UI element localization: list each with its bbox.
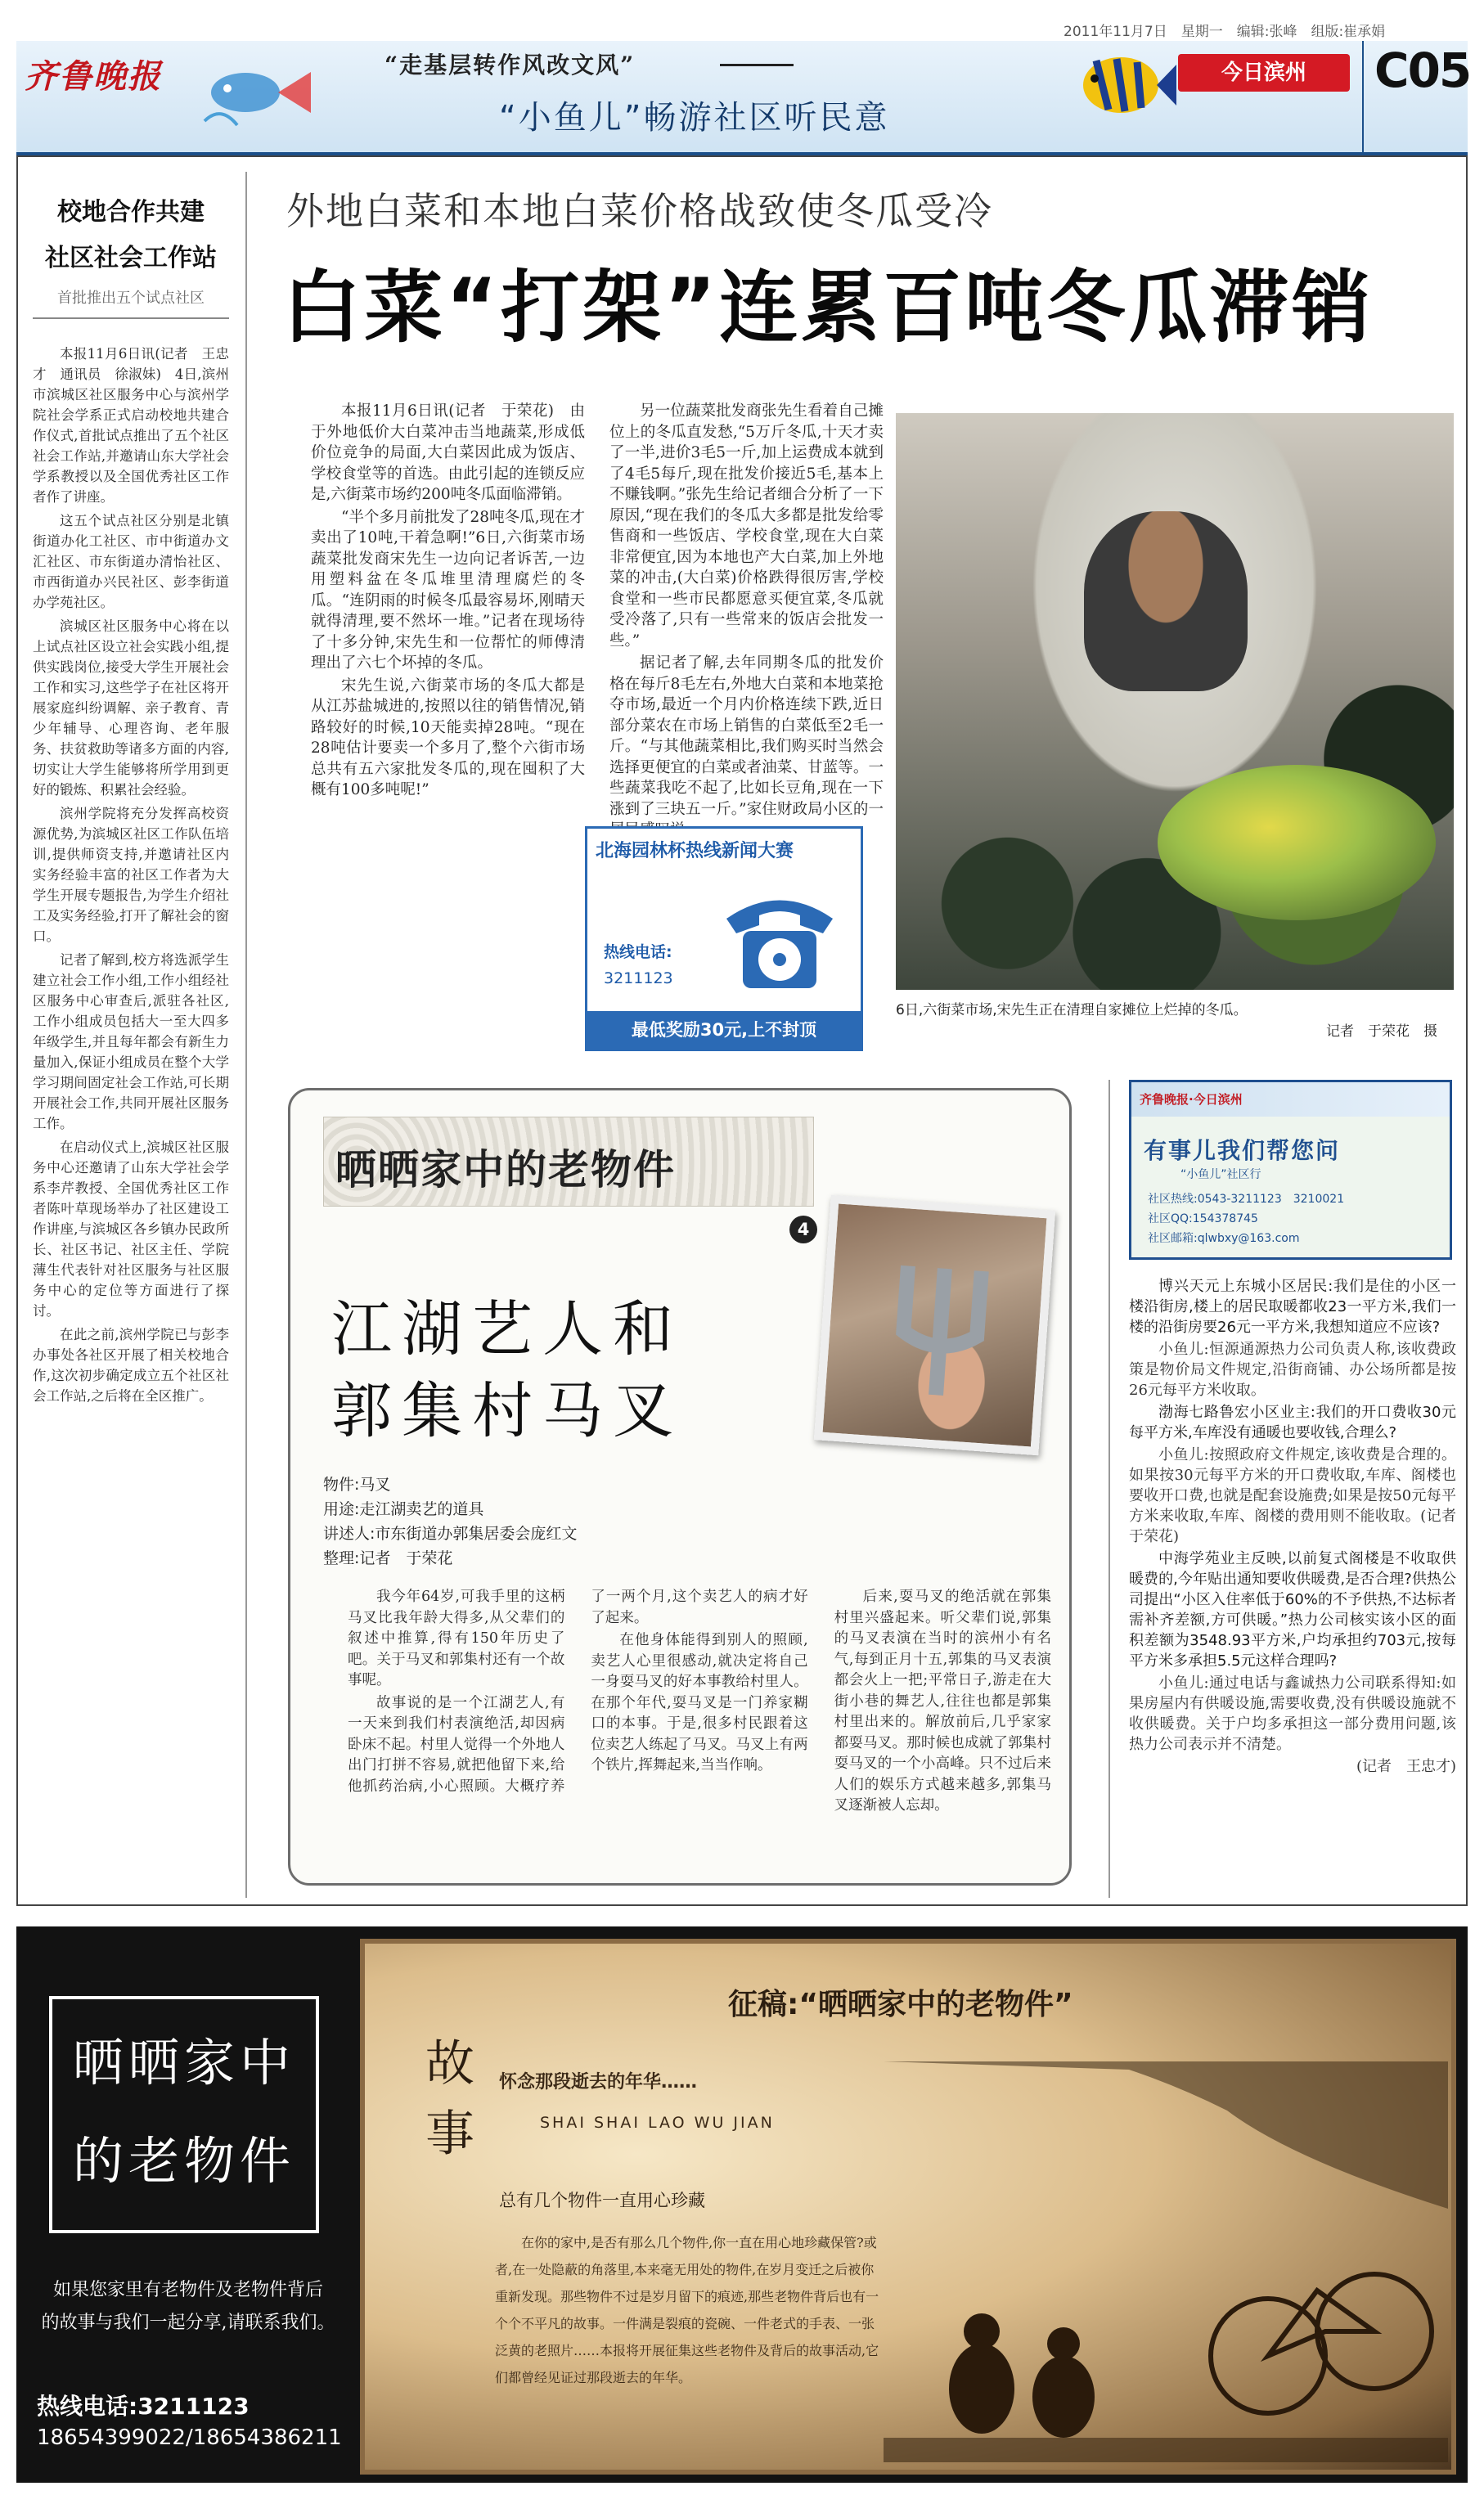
promo-title-line2: 的老物件 xyxy=(72,2131,295,2191)
story-paragraph: 另一位蔬菜批发商张先生看着自己摊位上的冬瓜直发愁,“5万斤冬瓜,十天才卖了一半,进价3毛5一斤,加上运费成本就到了4毛5每斤,现在批发价接近5毛,基本上不赚钱啊。”张先生给记者细合分析了一下原因,“现在我们的冬瓜大多都是批发给零售商和一些饭店、学校食堂,现在大白菜非常便宜,因为本地也产大白菜,加上外地菜的冲击,(大白菜)价格跌得很厉害,学校食堂和一些市民都愿意买便宜菜,冬瓜就受冷落了,只有一些常来的饭店会批发一些。” xyxy=(609,402,884,650)
poster-slogan: 怀念那段逝去的年华…… xyxy=(499,2072,698,2093)
promo-mobile-numbers: 18654399022/18654386211 xyxy=(37,2425,342,2450)
poster-intro: 总有几个物件一直用心珍藏 xyxy=(499,2191,705,2210)
left-paragraph: 记者了解到,校方将选派学生建立社会工作小组,工作小组经社区服务中心审查后,派驻各社区,工作小组成员包括大一至大四多年级学生,并且每年都会有新生力量加入,保证小组成员在整个大学学习期间固定社会工作站,可长期开展社会工作,共同开展社区服务工作。 xyxy=(33,952,229,1131)
column-divider xyxy=(245,172,247,1898)
feature-metadata xyxy=(323,1472,577,1571)
help-ad-subtitle: “小鱼儿”社区行 xyxy=(1180,1168,1261,1181)
hotline-phone: 3211123 xyxy=(604,969,673,987)
feature-series-number: 4 xyxy=(789,1216,817,1243)
meta-usage: 用途:走江湖卖艺的道具 xyxy=(323,1500,484,1518)
promo-hotline: 热线电话:3211123 xyxy=(37,2393,250,2420)
photo-person xyxy=(1084,511,1248,691)
feature-banner-title: 晒晒家中的老物件 xyxy=(335,1146,676,1194)
help-ad-logo: 齐鲁晚报·今日滨州 xyxy=(1140,1092,1243,1107)
left-title-line1: 校地合作共建 xyxy=(57,198,205,227)
qa-answer: 小鱼儿:按照政府文件规定,该收费是合理的。如果按30元每平方米的开口费收取,车库、阁楼也要收开口费,也就是配套设施费;如果是按50元每平方米来收取,车库、阁楼的费用则不能收取。(记者 于荣花) xyxy=(1129,1446,1471,1545)
poster-story-char1: 故 xyxy=(425,2035,474,2093)
help-ad-hotline: 社区热线:0543-3211123 3210021 xyxy=(1148,1193,1345,1206)
left-paragraph: 本报11月6日讯(记者 王忠才 通讯员 徐淑妹) 4日,滨州市滨城区社区服务中心与滨州学院社会学系正式启动校地共建合作仪式,首批试点推出了五个社区社会工作站,并邀请山东大学社会学系教授以及全国优秀社区工作者作了讲座。 xyxy=(33,346,229,505)
left-paragraph: 在此之前,滨州学院已与彭李办事处各社区开展了相关校地合作,这次初步确定成立五个社区社会工作站,之后将在全区推广。 xyxy=(33,1327,229,1404)
feature-paragraph: 在他身体能得到别人的照顾,卖艺人心里很感动,就决定将自己一身耍马叉的好本事教给村里人。在那个年代,耍马叉是一门养家糊口的本事。于是,很多村民跟着这位卖艺人练起了马叉。马叉上有两个铁片,挥舞起来,当当作响。 xyxy=(591,1632,808,1773)
promo-description xyxy=(33,2274,344,2340)
section-tab: 今日滨州 xyxy=(1178,54,1350,92)
tagline-rule xyxy=(720,64,794,66)
feature-paragraph: 故事说的是一个江湖艺人,有一天来到我们村表演绝活,却因病卧床不起。村里人觉得一个外地人出门打拼不容易,就把他留下来,给他抓药治病,小心照顾。大概疗养了一两个月,这个卖艺人的病才好了起来。 xyxy=(348,1589,808,1795)
poster-heading: 征稿:“晒晒家中的老物件” xyxy=(728,1988,1073,2021)
poster-story-title xyxy=(425,2029,474,2169)
qa-answer: 小鱼儿:通过电话与鑫诚热力公司联系得知:如果房屋内有供暖设施,需要收费,没有供暖设施就不收供暖费。关于户均多承担这一部分费用问题,该热力公司表示并不清楚。 xyxy=(1129,1675,1456,1753)
promo-title xyxy=(49,2014,319,2210)
meta-narrator: 讲述人:市东街道办郭集居委会庞红文 xyxy=(323,1525,578,1543)
help-ad-title: 有事儿我们帮您问 xyxy=(1144,1137,1341,1164)
qa-question: 博兴天元上东城小区居民:我们是住的小区一楼沿街房,楼上的居民取暖都收23一平方米,我们一楼的沿街房要26元一平方米,我想知道应不应该? xyxy=(1129,1278,1456,1336)
poster-pinyin: SHAI SHAI LAO WU JIAN xyxy=(540,2114,775,2132)
promo-title-line1: 晒晒家中 xyxy=(72,2033,295,2093)
left-paragraph: 滨城区社区服务中心将在以上试点社区设立社会实践小组,提供实践岗位,接受大学生开展社会工作和实习,这些学子在社区将开展家庭纠纷调解、亲子教育、青少年辅导、心理咨询、老年服务、扶贫救助等诸多方面的内容,切实让大学生能够将所学用到更好的锻炼、积累社会经验。 xyxy=(33,618,229,798)
story-headline: 白菜“打架”连累百吨冬瓜滞销 xyxy=(282,262,1374,353)
left-title-rule xyxy=(33,317,229,319)
meta-item: 物件:马叉 xyxy=(323,1476,391,1494)
help-ad xyxy=(1129,1080,1452,1260)
meta-editor: 整理:记者 于荣花 xyxy=(323,1549,453,1567)
story-paragraph: 本报11月6日讯(记者 于荣花) 由于外地低价大白菜冲击当地蔬菜,形成低价位竞争的局面,大白菜因此成为饭店、学校食堂等的首选。由此引起的连锁反应是,六街菜市场约200吨冬瓜面临滞销。 xyxy=(311,402,585,503)
feature-body xyxy=(348,1587,1051,1865)
hotline-phone-label: 热线电话: xyxy=(604,943,672,961)
left-title-line2: 社区社会工作站 xyxy=(45,244,217,272)
qa-answer: 小鱼儿:恒源通源热力公司负责人称,该收费政策是物价局文件规定,沿街商铺、办公场所都是按26元每平方米收取。 xyxy=(1129,1341,1456,1399)
left-paragraph: 在启动仪式上,滨城区社区服务中心还邀请了山东大学社会学系李芹教授、全国优秀社区工作者陈叶草现场举办了社区建设工作讲座,与滨城区各乡镇办民政所长、社区书记、社区主任、学院薄生代表针对社区服务与社区服务中心的定位等方面进行了探讨。 xyxy=(33,1140,229,1319)
right-column-divider xyxy=(1109,1080,1110,1898)
promo-desc-line2: 的故事与我们一起分享,请联系我们。 xyxy=(41,2313,335,2333)
story-kicker: 外地白菜和本地白菜价格战致使冬瓜受冷 xyxy=(286,189,993,233)
newspaper-logo: 齐鲁晚报 xyxy=(25,57,162,96)
poster-story-char2: 事 xyxy=(425,2106,474,2163)
left-story-body xyxy=(33,344,229,1890)
feature-photo xyxy=(814,1195,1055,1455)
hotline-ad xyxy=(585,826,863,1051)
photo-credit: 记者 于荣花 摄 xyxy=(1326,1023,1437,1040)
bicycle-children-silhouette-icon xyxy=(884,2061,1448,2462)
photo-caption xyxy=(896,1000,1454,1042)
feature-headline-line1: 江湖艺人和 xyxy=(331,1294,683,1364)
news-photo xyxy=(896,413,1454,990)
left-story-title xyxy=(33,190,229,281)
qa-credit: (记者 王忠才) xyxy=(1356,1758,1456,1775)
hotline-ad-title: 北海园林杯热线新闻大赛 xyxy=(596,841,794,861)
left-story-subtitle: 首批推出五个试点社区 xyxy=(57,290,205,307)
feature-paragraph: 后来,耍马叉的绝活就在郭集村里兴盛起来。听父辈们说,郭集的马叉表演在当时的滨州小有名气,每到正月十五,郭集的马叉表演都会火上一把;平常日子,游走在大街小巷的舞艺人,往往也都是郭集村里出来的。解放前后,几乎家家都耍马叉。那时候也成就了郭集村耍马叉的一个小高峰。只不过后来人们的娱乐方式越来越多,郭集马叉逐渐被人忘却。 xyxy=(834,1589,1051,1814)
photo-rotten-melon xyxy=(1158,765,1436,920)
help-ad-email: 社区邮箱:qlwbxy@163.com xyxy=(1148,1232,1300,1245)
feature-headline xyxy=(331,1288,683,1452)
trident-fork-icon xyxy=(883,1256,999,1403)
qa-question: 中海学苑业主反映,以前复式阁楼是不收取供暖费的,今年贴出通知要收供暖费,是否合理?供热公司提出“小区入住率低于60%的不予供热,不达标者需补齐差额,方可供暖。”热力公司核实该小区的面积差额为3548.93平方米,户均承担约703元,按每平方米多承担5.5元这样合理吗? xyxy=(1129,1550,1456,1670)
page-number-divider xyxy=(1362,41,1364,155)
help-ad-qq: 社区QQ:154378745 xyxy=(1148,1212,1258,1225)
poster-body: 在你的家中,是否有那么几个物件,你一直在用心地珍藏保管?或者,在一处隐蔽的角落里,本来毫无用处的物件,在岁月变迁之后被你重新发现。那些物件不过是岁月留下的痕迹,那些老物件背后也有一个个不平凡的故事。一件满是裂痕的瓷碗、一件老式的手表、一张泛黄的老照片……本报将开展征集这些老物件及背后的故事活动,它们都曾经见证过那段逝去的年华。 xyxy=(495,2235,879,2385)
left-paragraph: 这五个试点社区分别是北镇街道办化工社区、市中街道办文汇社区、市东街道办清怡社区、市西街道办兴民社区、彭李街道办学苑社区。 xyxy=(33,513,229,610)
feature-headline-line2: 郭集村马叉 xyxy=(331,1376,683,1446)
caption-text: 6日,六街菜市场,宋先生正在清理自家摊位上烂掉的冬瓜。 xyxy=(896,1002,1248,1018)
story-paragraph: 据记者了解,去年同期冬瓜的批发价格在每斤8毛左右,外地大白菜和本地菜抢夺市场,最近一个月内价格连续下跌,近日部分菜农在市场上销售的白菜低至2毛一斤。“与其他蔬菜相比,我们购买时当然会选择更便宜的白菜或者油菜、甘蓝等。一些蔬菜我吃不起了,比如长豆角,现在一下涨到了三块五一斤。”家住财政局小区的一 xyxy=(609,654,884,818)
qa-question: 渤海七路鲁宏小区业主:我们的开口费收30元每平方米,车库没有通暖也要收钱,合理么? xyxy=(1129,1404,1456,1441)
tropical-fish-icon xyxy=(1072,44,1178,126)
dateline: 2011年11月7日 星期一 编辑:张峰 组版:崔承娟 xyxy=(1064,24,1386,40)
feature-paragraph: 我今年64岁,可我手里的这柄马叉比我年龄大得多,从父辈们的叙述中推算,得有150年历史了吧。关于马叉和郭集村还有一个故事呢。 xyxy=(348,1589,565,1688)
hotline-prize: 最低奖励30元,上不封顶 xyxy=(587,1011,861,1049)
fish-decoration-icon xyxy=(188,47,319,137)
qa-column xyxy=(1129,1276,1471,1890)
left-paragraph: 滨州学院将充分发挥高校资源优势,为滨城区社区工作队伍培训,提供师资支持,并邀请社区内实务经验丰富的社区工作者为大学生开展专题报告,为学生介绍社工及实务经验,打开了解社会的窗口。 xyxy=(33,806,229,944)
column-title: “小鱼儿”畅游社区听民意 xyxy=(499,99,890,137)
story-paragraph: 宋先生说,六街菜市场的冬瓜大都是从江苏盐城进的,按照以往的销售情况,销路较好的时候,10天能卖掉28吨。“现在28吨估计要卖一个多月了,整个六街市场总共有五六家批发冬瓜的,现在囤积了大概有100多吨呢!” xyxy=(311,677,585,798)
promo-desc-line1: 如果您家里有老物件及老物件背后 xyxy=(52,2280,323,2300)
story-paragraph: “半个多月前批发了28吨冬瓜,现在才卖出了10吨,干着急啊!”6日,六街菜市场蔬菜批发商宋先生一边向记者诉苦,一边用塑料盆在冬瓜堆里清理腐烂的冬瓜。“连阴雨的时候冬瓜最容易坏,刚晴天就得清理,要不然坏一堆。”记者在现场待了十多分钟,宋先生和一位帮忙的师傅清理出了六七个坏掉的冬瓜。 xyxy=(311,508,585,672)
campaign-tagline: “走基层转作风改文风” xyxy=(384,52,636,79)
page-number: C05 xyxy=(1374,43,1471,98)
telephone-icon xyxy=(718,886,841,992)
